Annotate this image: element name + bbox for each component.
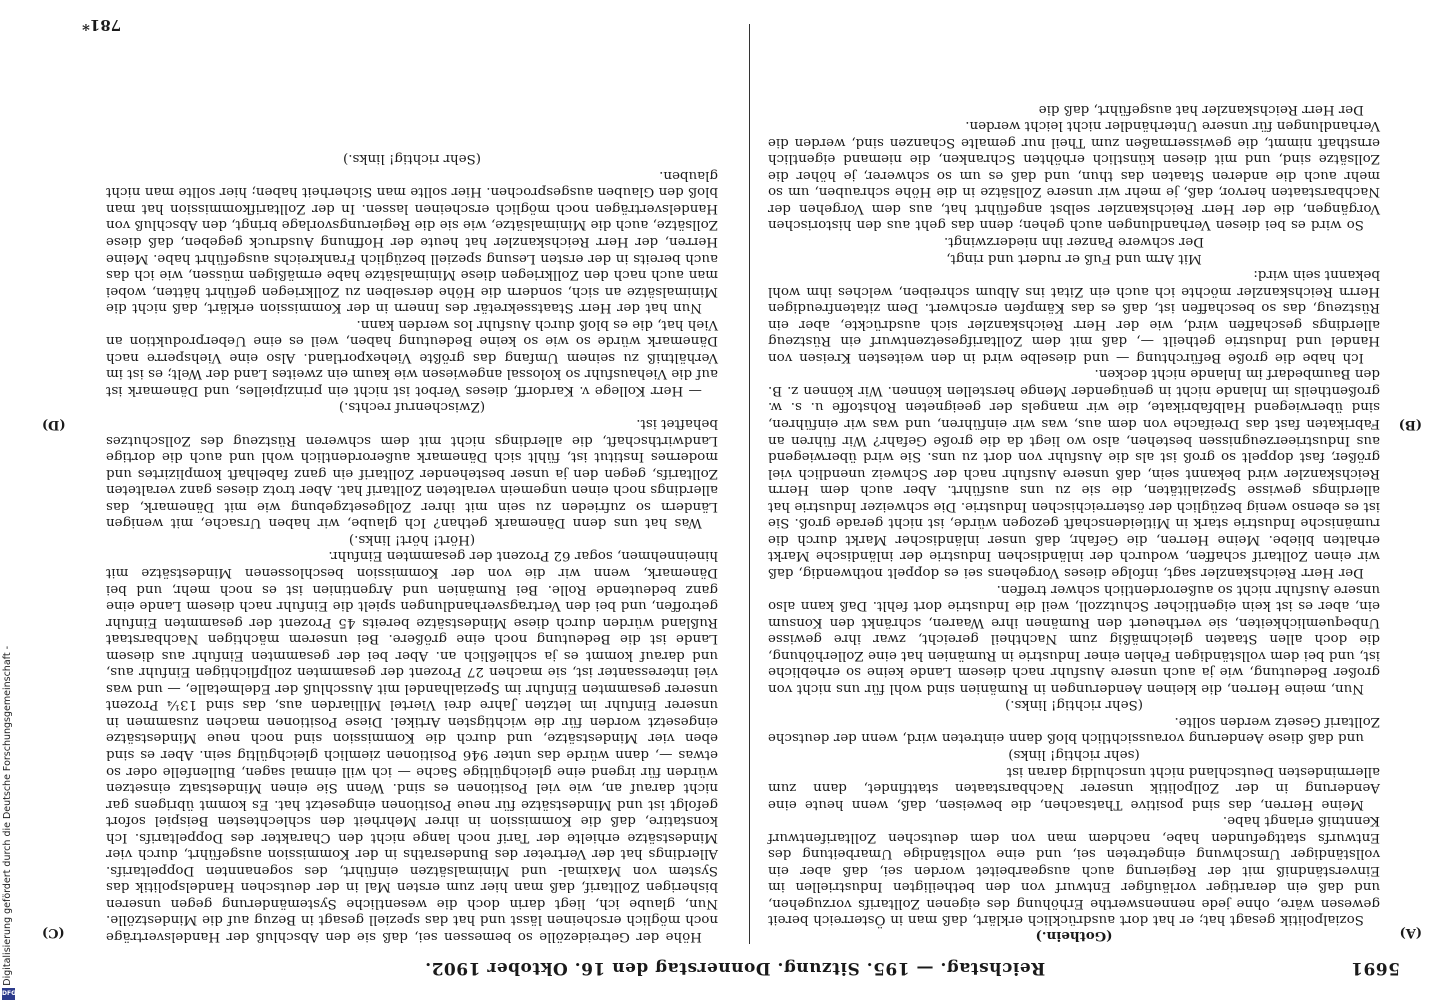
paragraph: Meine Herren, das sind positive Thatsachen, die beweisen, daß, wenn heute eine Aenderung in der Zollpolitik unserer Nachbarstaaten stattfindet, dann zum allermindesten Deutschland nicht unschuldig daran ist [768,763,1380,812]
paragraph: So wird es bei diesen Verhandlungen auch gehen; denn das geht aus den historischen Vorgängen, die der Herr Reichskanzler selbst angeführt hat, aus dem Vorgehen der Nachbarstaaten hervor, daß, je mehr wir unsere Zollsätze in die Höhe schrauben, um so mehr auch die anderen Staaten das thun, und daß es um so schwerer, je höher die Zollsätze sind, und mit diesen künstlich erhöhten Schranken, die niemand eigentlich ernsthaft nimmt, die gewissermaßen zum Theil nur gemalte Schanzen sind, werden die Verhandlungen für unsere Unterhändler nicht leicht werden. [768,118,1380,233]
margin-label-d: (D) [42,417,66,432]
paragraph: und daß diese Aenderung voraussichtlich bloß dann eintreten wird, wenn der deutsche Zolltarif Gesetz werden sollte. [768,713,1380,746]
paragraph: Der Herr Reichskanzler hat ausgeführt, daß die [1038,101,1364,117]
column-divider [749,24,750,944]
paragraph: Ich habe die große Befürchtung — und dieselbe wird in den weitesten Kreisen von Handel und Industrie getheilt —, daß mit dem Zolltarifgesetzentwurf ein Rüstzeug allerdings geschaffen wird, wie der Herr Reichskanzler sich ausdrückte, aber ein Rüstzeug, das so beschaffen ist, daß es das Kämpfen erschwert. Dem zitatenfreudigen Herrn Reichskanzler möchte ich auch ein Zitat ins Album schreiben, welches ihm wohl bekannt sein wird: [768,267,1380,365]
margin-label-a: (A) [1399,925,1422,940]
interjection: (sehr richtig! links) [1008,746,1140,762]
digitization-credit-strip [0,0,18,1000]
paragraph: Nun, meine Herren, die kleinen Aenderungen in Rumänien sind wohl für uns nicht von großer Bedeutung, wie ja auch unsere Ausfuhr nach diesem Lande keine so erhebliche ist, und bei dem vollständigen Fehlen einer Industrie in Rumänien hat eine Zollerhöhung, die doch allen Staaten gleichmäßig zum Nachtheil gereicht, zwar ihre gewisse Unbequemlichkeiten, sie vertheuert den Rumänen ihre Waaren, schränkt den Konsum ein, aber es ist kein eigentlicher Schutzzoll, weil die Industrie dort fehlt. Daß kann also unsere Ausfuhr nicht so außerordentlich schwer treffen. [768,581,1380,696]
margin-label-c: (C) [42,925,65,940]
paragraph: — Herr Kollege v. Kardorff, dieses Verbot ist nicht ein prinzipielles, und Dänemark ist auf die Viehausfuhr so kolossal angewiesen wie kaum ein zweites Land der Welt; es ist im Verhältniß zu seinem Umfang das größte Viehexportland. Also eine Viehsperre nach Dänemark würde so wie so keine Bedeutung haben, weil es eine Ueberproduktion an Vieh hat, die es bloß durch Ausfuhr los werden kann. [106,316,718,398]
paragraph: Höhe der Getreidezölle so bemessen sei, daß sie den Abschluß der Handelsverträge noch möglich erscheinen lässt und hat das speziell gesagt in Bezug auf die Mindestzölle. Nun, glaube ich, liegt darin doch die wesentliche Systemänderung gegen unseren bisherigen Zolltarif, daß man hier zum ersten Mal in der deutschen Handelspolitik das System von Maximal- und Minimalsätzen einführt, des sogenannten Doppeltarifs. Allerdings hat der Vertreter des Bundesraths in der Kommission ausgeführt, durch vier Mindestsätze erhielte der Tarif noch lange nicht den Charakter des Doppeltarifs. Ich konstatire, daß die Kommission in ihrer Mehrheit den schlechtesten Beispiel sofort gefolgt ist und Mindestsätze für neue Positionen eingesetzt hat. Es kommt übrigens gar nicht darauf an, wie viel Positionen es sind. Wenn Sie einen Mindestsatz einsetzen würden für irgend eine gleichgültige Sache — ich will einmal sagen, Bullenfelle oder so etwas —, dann würde das unter 946 Positionen ziemlich gleichgültig sein. Aber es sind eben vier Mindestsätze, und durch die Kommission sind noch neue Mindestsätze eingesetzt worden für die wichtigsten Artikel. Diese Positionen machen zusammen in unserer Einfuhr im letzten Jahre drei Viertel Milliarden aus, das sind 13¼ Prozent unserer gesammten Einfuhr im Spezialhandel mit Ausschluß der Edelmetalle, — und was viel interessanter ist, sie machen 27 Prozent der gesammten zollpflichtigen Einfuhr aus, und darauf kommt es ja schließlich an. Aber bei der gesammten Einfuhr aus diesem Lande ist die Bedeutung noch eine größere. Bei unserem mächtigen Nachbarstaat Rußland würden durch diese Mindestsätze bereits 45 Prozent der gesammten Einfuhr getroffen, und bei den Vertragsverhandlungen spielt die Einfuhr nach diesem Lande eine ganz bedeutende Rolle. Bei Rumänien und Argentinien ist es noch mehr, und bei Dänemark, wenn wir die von der Kommission beschlossenen Mindestsätze mit hineinnehmen, sogar 62 Prozent der gesammten Einfuhr. [106,548,718,944]
interjection: (Zwischenruf rechts.) [338,399,486,415]
digitization-credit-text: Digitalisierung gefördert durch die Deutsche Forschungsgemeinschaft - [2,646,13,986]
paragraph: Nun hat der Herr Staatssekretär des Innern in der Kommission erklärt, daß nicht die Minimalsätze an sich, sondern die Höhe derselben zu Zollkriegen geführt hätten, wobei man auch nach den Zollkriegen diese Minimalsätze habe ermäßigen müssen, wie ich das auch bereits in der ersten Lesung speziell bezüglich Frankreichs ausgeführt habe. Meine Herren, der Herr Reichskanzler hat heute der Hoffnung Ausdruck gegeben, daß diese Zollsätze, auch die Minimalsätze, wie sie die Regierungsvorlage bringt, den Abschluß von Handelsverträgen noch möglich erscheinen lassen. In der Zolltarifkommission hat man bloß den Glauben ausgesprochen. Hier sollte man Sicherheit haben; hier sollte man nicht glauben. [106,167,718,316]
dfg-logo: DFG [2,988,15,1000]
interjection: (Sehr richtig! links.) [343,151,481,167]
page-content-rotated [40,8,1430,992]
page-number: 5691 [1350,958,1400,978]
interjection: Der schwere Panzer ihn niederzwingt. [943,234,1205,250]
right-column [106,150,718,944]
interjection: Mit Arm und Fuß er rudert und ringt, [946,250,1202,266]
margin-label-b: (B) [1398,417,1422,432]
interjection: (Hört! hört! links.) [348,531,476,547]
paragraph: Was hat uns denn Dänemark gethan? Ich glaube, wir haben Ursache, mit wenigen Ländern so zufrieden zu sein mit ihrer Zollgesetzgebung wie mit Dänemark, das allerdings noch einen ungemein veralteten Zolltarif hat. Aber trotz dieses ganz veralteten Zolltarifs, gegen den ja unser bestehender Zolltarif ein ganz fabelhaft komplizirtes und modernes Institut ist, fühlt sich Dänemark außerordentlich wohl und auch die dortige Landwirthschaft, die allerdings nicht mit dem schweren Rüstzeug des Zollschutzes behaftet ist. [106,416,718,531]
sheet-number: 781* [82,16,122,34]
scanned-page [40,8,1430,992]
page-title: Reichstag. — 195. Sitzung. Donnerstag den 16. Oktober 1902. [424,958,1046,978]
speaker-name: (Gothein.) [1035,928,1113,944]
page-header [70,952,1400,980]
interjection: (Sehr richtig! links.) [1005,697,1143,713]
paragraph: Der Herr Reichskanzler sagt, infolge dieses Vorgehens sei es doppelt nothwendig, daß wir einen Zolltarif schaffen, wodurch der inländischen Industrie der inländische Markt erhalten bliebe. Meine Herren, die Gefahr, daß unser inländischer Markt durch die rumänische Industrie stark in Mitleidenschaft gezogen würde, ist nicht gerade groß. Sie ist es ebenso wenig bezüglich der österreichischen Industrie. Die schweizer Industrie hat allerdings gewisse Spezialitäten, die sie zu uns ausführt. Aber auch dem Herrn Reichskanzler wird bekannt sein, daß unsere Ausfuhr nach der Schweiz unendlich viel größer, fast doppelt so groß ist als die Ausfuhr von dort zu uns. Sie wird überwiegend aus Industrieerzeugnissen bestehen, also wo liegt da die große Gefahr? Wir führen an Fabrikaten fast das Dreifache von dem aus, was wir einführen, und was wir einführen, sind überwiegend Halbfabrikate, die wir mangels der geeigneten Rohstoffe u. s. w. großentheils im Inlande nicht in genügender Menge herstellen können. Wir können z. B. den Baumbedarf im Inlande nicht decken. [768,366,1380,580]
left-column [768,100,1380,944]
paragraph: Sozialpolitik gesagt hat; er hat dort ausdrücklich erklärt, daß man in Österreich bereit gewesen wäre, ohne jede nennenswerthe Erhöhung des eigenen Zolltarifs vorzugehen, und daß ein derartiger vorläufiger Entwurf von den betheiligten Industriellen im Einverständniß mit der Regierung auch ausgearbeitet worden sei, daß aber ein vollständiger Umschwung eingetreten sei, und eine vollständige Umarbeitung des Entwurfs stattgefunden habe, nachdem man von dem deutschen Zolltarifentwurf Kenntniß erlangt habe. [768,813,1380,928]
